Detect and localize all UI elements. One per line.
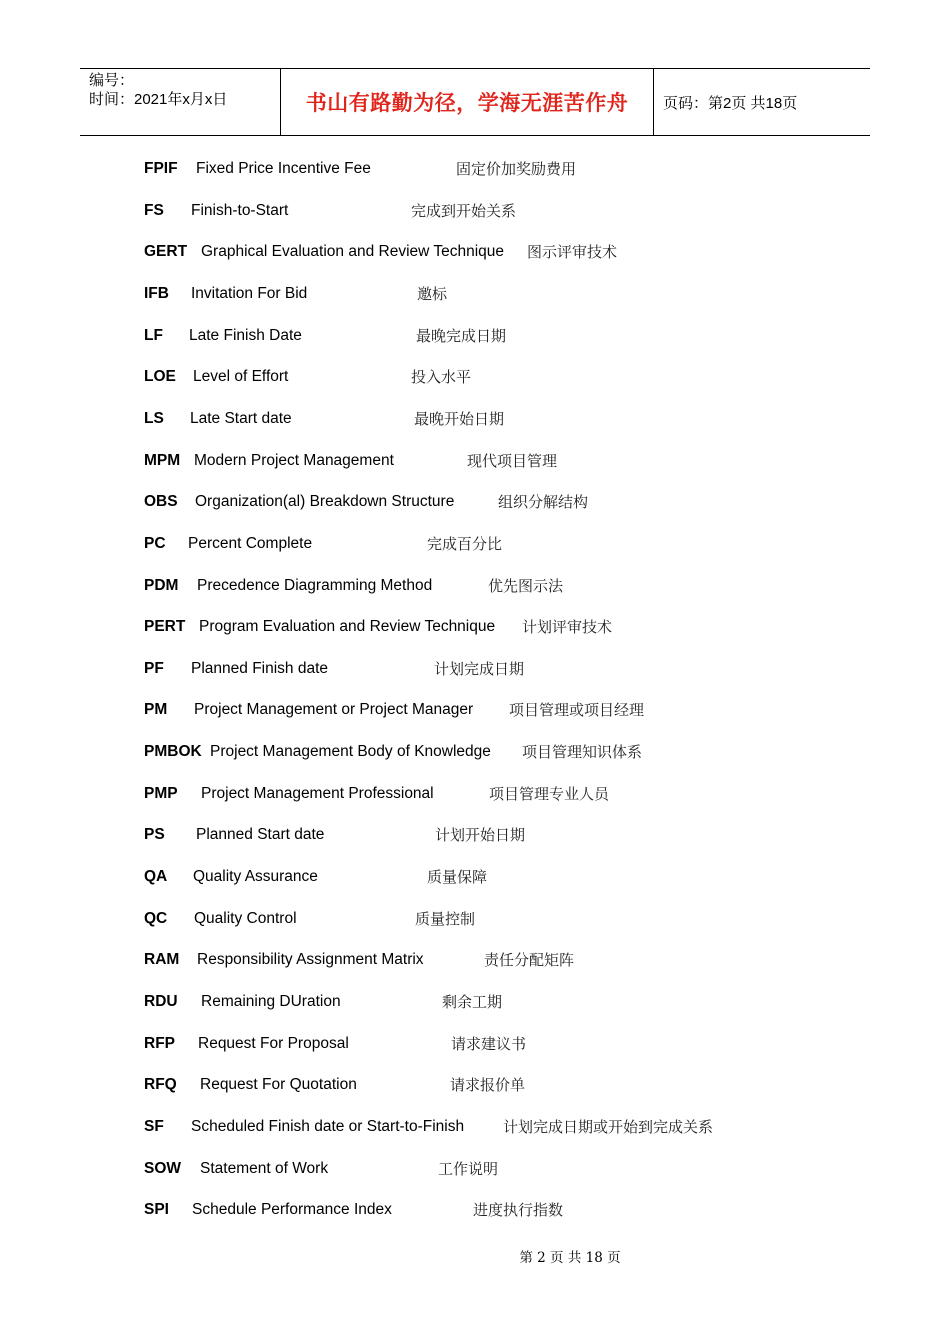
header-motto-cell xyxy=(281,69,654,135)
entry-english-term: Graphical Evaluation and Review Technique xyxy=(201,243,505,261)
entry-english-term: Responsibility Assignment Matrix xyxy=(197,951,424,969)
entry-english-term: Schedule Performance Index xyxy=(192,1201,392,1219)
entry-chinese-term: 质量控制 xyxy=(415,909,476,928)
entry-english-term: Scheduled Finish date or Start-to-Finish xyxy=(191,1117,465,1135)
glossary-entry xyxy=(0,741,950,763)
entry-chinese-term: 最晚开始日期 xyxy=(414,409,505,428)
entry-english-term: Statement of Work xyxy=(200,1159,329,1177)
glossary-entry xyxy=(0,616,950,638)
entry-abbreviation: RFP xyxy=(144,1034,175,1052)
glossary-entry xyxy=(0,658,950,680)
entry-abbreviation: PM xyxy=(144,701,168,719)
entry-english-term: Precedence Diagramming Method xyxy=(197,576,433,594)
entry-english-term: Organization(al) Breakdown Structure xyxy=(195,493,455,511)
entry-english-term: Planned Start date xyxy=(196,826,325,844)
entry-chinese-term: 项目管理专业人员 xyxy=(489,784,610,803)
glossary-entry xyxy=(0,949,950,971)
entry-chinese-term: 完成到开始关系 xyxy=(411,201,517,220)
entry-english-term: Invitation For Bid xyxy=(191,284,308,302)
glossary-entry xyxy=(0,450,950,472)
entry-abbreviation: PC xyxy=(144,534,166,552)
entry-english-term: Finish-to-Start xyxy=(191,201,289,219)
entry-chinese-term: 固定价加奖励费用 xyxy=(456,160,577,178)
entry-abbreviation: PERT xyxy=(144,618,186,636)
entry-english-term: Quality Assurance xyxy=(193,868,318,886)
entry-chinese-term: 最晚完成日期 xyxy=(416,326,507,345)
glossary-entry xyxy=(0,366,950,388)
glossary-entry xyxy=(0,824,950,846)
entry-chinese-term: 工作说明 xyxy=(438,1159,499,1178)
entry-chinese-term: 计划完成日期 xyxy=(434,659,525,678)
glossary-entry xyxy=(0,1199,950,1221)
entry-abbreviation: PF xyxy=(144,659,164,677)
glossary-entry xyxy=(0,283,950,305)
entry-english-term: Project Management Body of Knowledge xyxy=(210,743,491,761)
header-meta xyxy=(80,69,281,135)
entry-abbreviation: QA xyxy=(144,868,168,886)
entry-chinese-term: 现代项目管理 xyxy=(467,451,558,470)
glossary-entry xyxy=(0,991,950,1013)
entry-chinese-term: 质量保障 xyxy=(427,868,488,887)
glossary-entry xyxy=(0,575,950,597)
document-code-label: 编号： xyxy=(89,72,135,89)
entry-chinese-term: 图示评审技术 xyxy=(527,243,618,262)
entry-abbreviation: IFB xyxy=(144,284,169,302)
entry-abbreviation: SOW xyxy=(144,1159,182,1177)
glossary-entry xyxy=(0,783,950,805)
glossary-entry xyxy=(0,908,950,930)
entry-chinese-term: 计划评审技术 xyxy=(522,618,613,637)
entry-abbreviation: FPIF xyxy=(144,160,178,177)
glossary-entry xyxy=(0,866,950,888)
glossary-entry xyxy=(0,533,950,555)
document-date: 时间：2021年x月x日 xyxy=(89,91,228,108)
entry-abbreviation: FS xyxy=(144,201,164,219)
entry-abbreviation: LOE xyxy=(144,368,176,386)
entry-chinese-term: 计划开始日期 xyxy=(435,826,526,845)
glossary-entry xyxy=(0,1074,950,1096)
glossary-entry xyxy=(0,241,950,263)
entry-chinese-term: 请求报价单 xyxy=(450,1076,526,1095)
page-header xyxy=(80,68,870,136)
entry-english-term: Level of Effort xyxy=(193,368,289,386)
entry-english-term: Quality Control xyxy=(194,909,297,927)
entry-chinese-term: 责任分配矩阵 xyxy=(484,951,575,970)
entry-english-term: Late Start date xyxy=(190,409,292,427)
entry-chinese-term: 项目管理或项目经理 xyxy=(509,701,645,720)
entry-english-term: Planned Finish date xyxy=(191,659,329,677)
entry-abbreviation: PMBOK xyxy=(144,743,202,761)
entry-abbreviation: QC xyxy=(144,909,168,927)
page-footer: 第 2 页 共 18 页 xyxy=(519,1250,621,1266)
entry-english-term: Modern Project Management xyxy=(194,451,394,469)
entry-english-term: Fixed Price Incentive Fee xyxy=(196,160,371,177)
entry-english-term: Program Evaluation and Review Technique xyxy=(199,618,496,636)
entry-chinese-term: 优先图示法 xyxy=(488,576,564,595)
entry-abbreviation: MPM xyxy=(144,451,181,469)
header-page-info: 页码：第2页 共18页 xyxy=(663,94,798,112)
entry-abbreviation: SF xyxy=(144,1117,164,1135)
entry-chinese-term: 投入水平 xyxy=(411,368,472,387)
glossary-entry xyxy=(0,408,950,430)
glossary-entry xyxy=(0,325,950,347)
entry-english-term: Project Management Professional xyxy=(201,784,434,802)
entry-abbreviation: SPI xyxy=(144,1201,169,1219)
entry-abbreviation: PDM xyxy=(144,576,179,594)
entry-chinese-term: 请求建议书 xyxy=(451,1034,527,1053)
entry-chinese-term: 进度执行指数 xyxy=(473,1201,564,1220)
entry-english-term: Project Management or Project Manager xyxy=(194,701,474,719)
glossary-entry xyxy=(0,1033,950,1055)
entry-chinese-term: 完成百分比 xyxy=(427,534,503,553)
entry-abbreviation: LF xyxy=(144,326,163,344)
entry-abbreviation: RFQ xyxy=(144,1076,177,1094)
entry-chinese-term: 项目管理知识体系 xyxy=(522,743,643,762)
entry-abbreviation: RDU xyxy=(144,993,178,1010)
glossary-entry xyxy=(0,699,950,721)
entry-chinese-term: 剩余工期 xyxy=(442,993,503,1011)
entry-chinese-term: 计划完成日期或开始到完成关系 xyxy=(503,1117,714,1136)
entry-english-term: Percent Complete xyxy=(188,534,313,552)
glossary-entry xyxy=(0,1158,950,1180)
glossary-entry xyxy=(0,1116,950,1138)
glossary-entry xyxy=(0,200,950,222)
glossary-entry xyxy=(0,491,950,513)
entry-english-term: Late Finish Date xyxy=(189,326,302,344)
entry-abbreviation: GERT xyxy=(144,243,188,261)
entry-abbreviation: RAM xyxy=(144,951,180,969)
entry-english-term: Request For Proposal xyxy=(198,1034,349,1052)
entry-abbreviation: PS xyxy=(144,826,165,844)
header-motto: 书山有路勤为径，学海无涯苦作舟 xyxy=(305,91,629,115)
entry-chinese-term: 组织分解结构 xyxy=(498,493,589,512)
entry-chinese-term: 邀标 xyxy=(417,284,448,303)
entry-abbreviation: PMP xyxy=(144,784,178,802)
entry-abbreviation: LS xyxy=(144,409,164,427)
entry-english-term: Request For Quotation xyxy=(200,1076,357,1094)
entry-english-term: Remaining DUration xyxy=(201,993,341,1010)
glossary-entry xyxy=(0,158,950,180)
entry-abbreviation: OBS xyxy=(144,493,178,511)
